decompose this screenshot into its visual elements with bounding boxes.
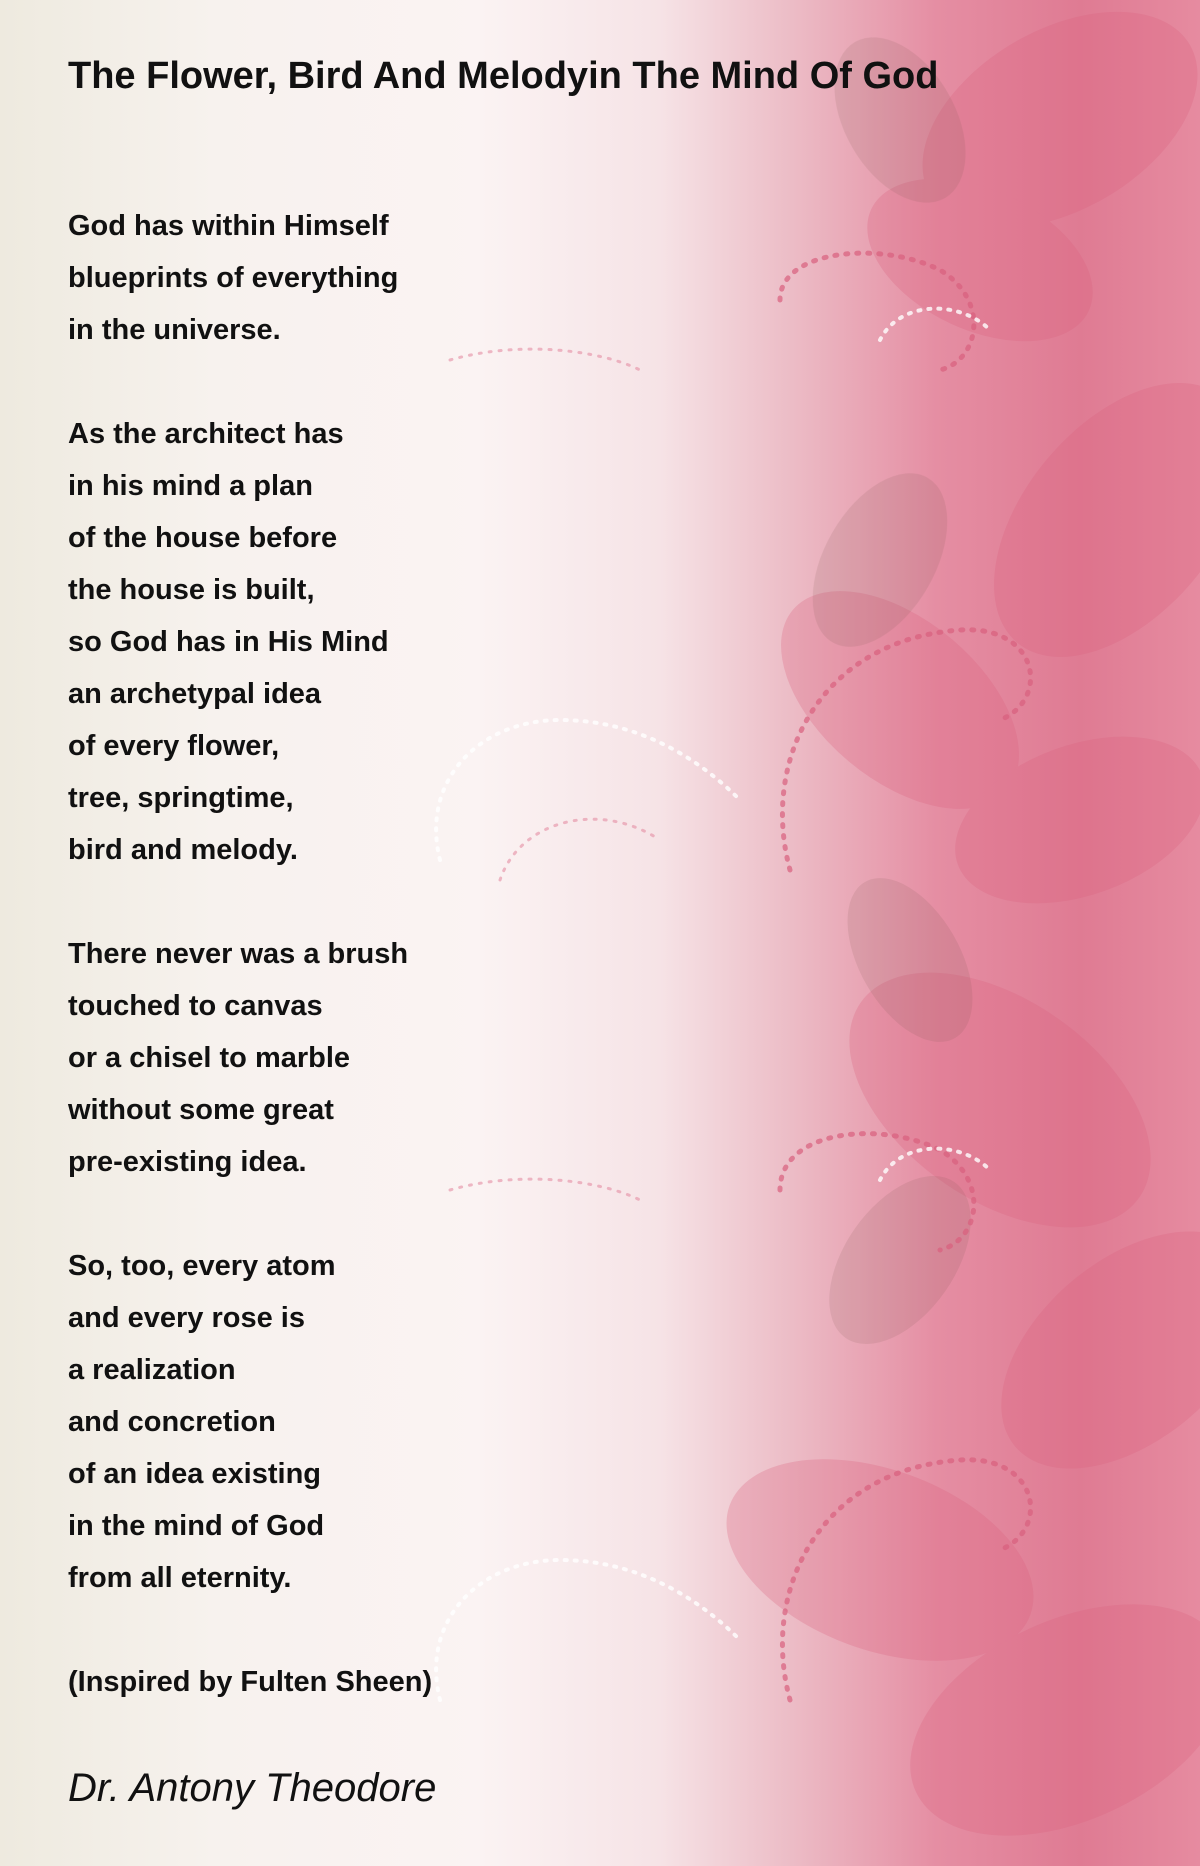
poem-line: the house is built,	[68, 574, 315, 606]
stanza	[68, 1240, 628, 1604]
poem-line: tree, springtime,	[68, 782, 294, 814]
poem-line: and every rose is	[68, 1302, 305, 1334]
poem-line: in his mind a plan	[68, 470, 313, 502]
poem-title: The Flower, Bird And Melodyin The Mind Of God	[68, 55, 939, 97]
poem-line: so God has in His Mind	[68, 626, 389, 658]
poem-line: touched to canvas	[68, 990, 323, 1022]
poem-line: pre-existing idea.	[68, 1146, 307, 1178]
poem-line: God has within Himself	[68, 210, 389, 242]
poem-line: blueprints of everything	[68, 262, 399, 294]
poem-line: So, too, every atom	[68, 1250, 336, 1282]
poem-line: a realization	[68, 1354, 236, 1386]
poem-line: There never was a brush	[68, 938, 409, 970]
poem-line: without some great	[68, 1094, 334, 1126]
poem-line: in the mind of God	[68, 1510, 325, 1542]
inspiration-note: (Inspired by Fulten Sheen)	[68, 1666, 433, 1698]
poem-body	[68, 200, 628, 1708]
stanza	[68, 200, 628, 356]
stanza	[68, 408, 628, 876]
poem-line: of every flower,	[68, 730, 280, 762]
poem-line: from all eternity.	[68, 1562, 292, 1594]
poem-line: bird and melody.	[68, 834, 298, 866]
stanza	[68, 928, 628, 1188]
poem-line: and concretion	[68, 1406, 276, 1438]
author-name: Dr. Antony Theodore	[68, 1766, 437, 1810]
poem-line: in the universe.	[68, 314, 281, 346]
poem-line: As the architect has	[68, 418, 344, 450]
poem-line: of an idea existing	[68, 1458, 321, 1490]
poem-line: an archetypal idea	[68, 678, 322, 710]
poem-line: of the house before	[68, 522, 338, 554]
poem-line: or a chisel to marble	[68, 1042, 351, 1074]
